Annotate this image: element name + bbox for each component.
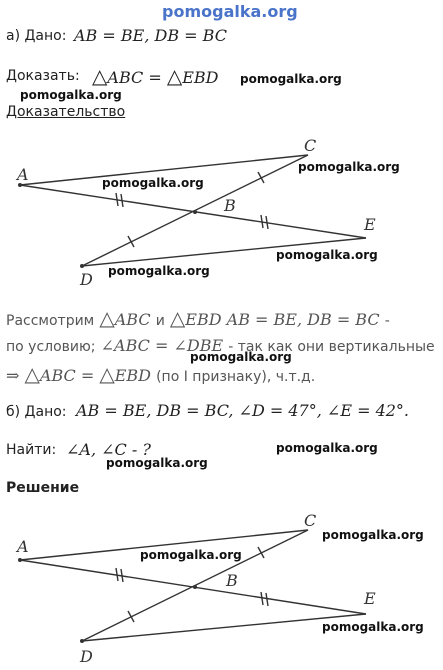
point-e-label: E: [364, 215, 376, 234]
proof-line-1-tri-2: EBD: [185, 310, 222, 329]
proof-line-3-eq: =: [80, 366, 95, 385]
point-a-label: A: [17, 165, 29, 184]
proof-line-3-tri-1: ABC: [39, 366, 76, 385]
point-d-label: D: [80, 270, 93, 289]
tick-mark: [121, 569, 123, 582]
solution-heading: Решение: [6, 480, 80, 496]
watermark: pomogalka.org: [276, 248, 378, 262]
point-b-label: B: [226, 571, 238, 590]
prove-triangle-2: EBD: [182, 68, 219, 87]
proof-line-2-prefix: по условию;: [6, 339, 96, 355]
triangle-symbol: △: [24, 362, 40, 386]
triangle-symbol: △: [99, 362, 115, 386]
watermark: pomogalka.org: [140, 548, 242, 562]
proof-line-1-prefix: Рассмотрим: [6, 313, 95, 329]
part-a-prove-label: Доказать:: [6, 68, 80, 84]
proof-line-1-suffix: -: [384, 313, 390, 329]
watermark: pomogalka.org: [276, 441, 378, 455]
triangle-symbol: △: [99, 306, 115, 330]
watermark: pomogalka.org: [322, 528, 424, 542]
part-b-given-equation: AB = BE, DB = BC, ∠D = 47°, ∠E = 42°.: [76, 401, 410, 420]
triangle-symbol: △: [166, 64, 183, 88]
implies-symbol: ⇒: [6, 366, 20, 385]
watermark: pomogalka.org: [20, 88, 122, 102]
part-b-find-equation: ∠A, ∠C - ?: [66, 440, 151, 459]
point-e-label: E: [364, 589, 376, 608]
proof-line-1-tri-1: ABC: [114, 310, 151, 329]
watermark: pomogalka.org: [240, 72, 342, 86]
triangle-symbol: △: [92, 64, 108, 88]
point-d-label: D: [80, 647, 93, 666]
watermark: pomogalka.org: [298, 160, 400, 174]
watermark: pomogalka.org: [106, 456, 208, 470]
site-watermark-header: pomogalka.org: [162, 2, 298, 21]
watermark: pomogalka.org: [322, 620, 424, 634]
point-a-label: A: [17, 537, 29, 556]
part-a-given-equation: AB = BE, DB = BC: [74, 26, 227, 45]
point-d-dot: [80, 639, 84, 643]
point-c-label: C: [304, 136, 317, 155]
prove-triangle-1: ABC: [107, 68, 144, 87]
watermark: pomogalka.org: [108, 264, 210, 278]
tick-mark: [266, 593, 268, 606]
point-a-dot: [18, 558, 22, 562]
watermark: pomogalka.org: [102, 176, 204, 190]
part-b-find-label: Найти:: [6, 442, 57, 458]
proof-line-3-tri-2: EBD: [114, 366, 151, 385]
watermark: pomogalka.org: [190, 350, 292, 364]
prove-equals: =: [148, 68, 162, 87]
point-b-label: B: [224, 196, 236, 215]
proof-line-1-and: и: [155, 313, 165, 329]
proof-line-1-eq: AB = BE, DB = BC: [226, 310, 380, 329]
triangle-symbol: △: [169, 306, 186, 330]
proof-line-2-suffix: - так как они вертикальные: [228, 339, 435, 355]
proof-heading: Доказательство: [6, 104, 126, 120]
tick-mark: [116, 568, 118, 581]
tick-mark: [261, 592, 263, 605]
proof-line-3-suffix: (по I признаку), ч.т.д.: [156, 369, 316, 385]
proof-line-2-eq: ∠ABC = ∠DBE: [100, 336, 224, 355]
point-c-label: C: [304, 511, 317, 530]
point-b-dot: [193, 585, 197, 589]
part-b-given-label: б) Дано:: [6, 404, 67, 420]
part-a-given-label: а) Дано:: [6, 28, 67, 44]
